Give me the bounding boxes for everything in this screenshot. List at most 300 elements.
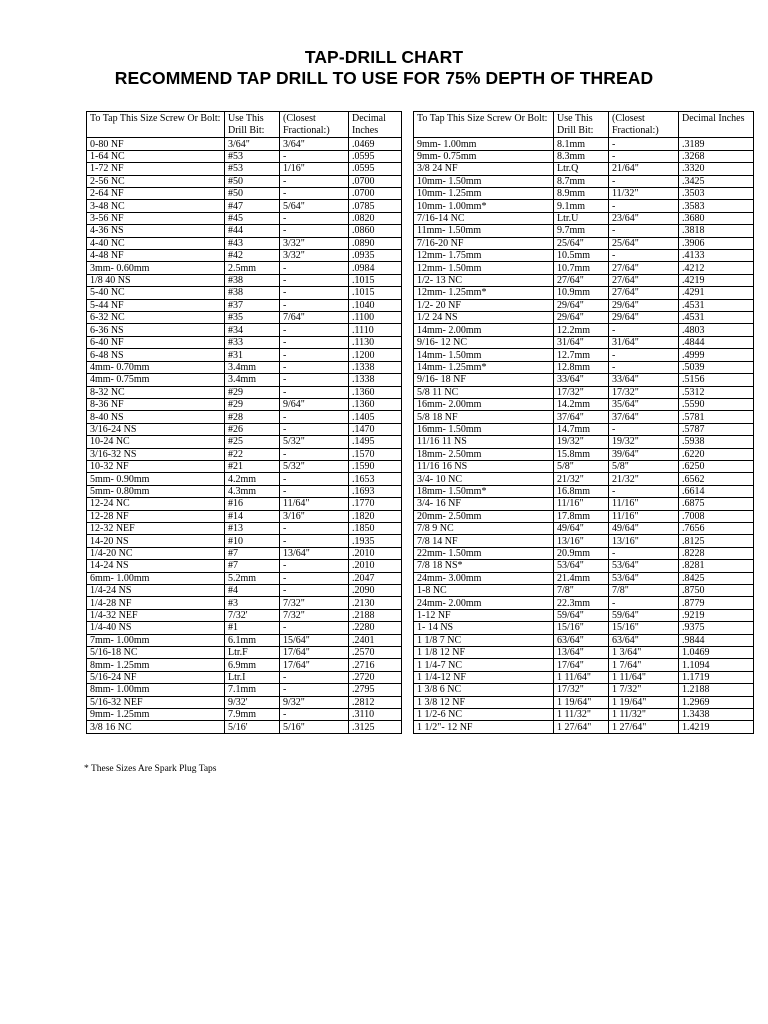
drill-bit-cell: #47 <box>225 200 280 212</box>
drill-bit-cell: 8.9mm <box>554 188 609 200</box>
closest-fractional-cell: - <box>280 684 349 696</box>
closest-fractional-cell: 13/64" <box>280 547 349 559</box>
drill-bit-cell: 3.4mm <box>225 374 280 386</box>
closest-fractional-cell: - <box>280 671 349 683</box>
closest-fractional-cell: 1 3/64" <box>609 647 679 659</box>
table-row <box>414 460 754 472</box>
table-row <box>414 225 754 237</box>
closest-fractional-cell: 25/64" <box>609 237 679 249</box>
drill-bit-cell: 11/16" <box>554 498 609 510</box>
screw-size-header: To Tap This Size Screw Or Bolt: <box>87 112 225 138</box>
page-subtitle: RECOMMEND TAP DRILL TO USE FOR 75% DEPTH OF THREAD <box>114 68 654 88</box>
table-row <box>414 696 754 708</box>
table-row <box>87 609 402 621</box>
screw-size-cell: 10mm- 1.00mm* <box>414 200 554 212</box>
decimal-inches-cell: .3906 <box>679 237 754 249</box>
screw-size-cell: 5/16-32 NEF <box>87 696 225 708</box>
screw-size-cell: 4mm- 0.70mm <box>87 361 225 373</box>
decimal-inches-cell: .2010 <box>349 547 402 559</box>
screw-size-cell: 10-32 NF <box>87 460 225 472</box>
drill-bit-cell: #38 <box>225 274 280 286</box>
table-row <box>87 647 402 659</box>
drill-bit-cell: #43 <box>225 237 280 249</box>
decimal-inches-cell: .0890 <box>349 237 402 249</box>
table-row <box>414 336 754 348</box>
decimal-inches-cell: .1820 <box>349 510 402 522</box>
drill-bit-cell: 10.5mm <box>554 250 609 262</box>
table-row <box>87 659 402 671</box>
closest-fractional-cell: - <box>280 299 349 311</box>
closest-fractional-cell: - <box>280 349 349 361</box>
table-row <box>414 299 754 311</box>
drill-bit-cell: 19/32" <box>554 436 609 448</box>
table-row <box>87 498 402 510</box>
screw-size-cell: 12-28 NF <box>87 510 225 522</box>
screw-size-cell: 12-32 NEF <box>87 522 225 534</box>
decimal-inches-cell: .8750 <box>679 585 754 597</box>
closest-fractional-cell: 5/32" <box>280 460 349 472</box>
closest-fractional-cell: 21/64" <box>609 163 679 175</box>
drill-bit-cell: Ltr.U <box>554 212 609 224</box>
table-row <box>87 535 402 547</box>
screw-size-cell: 2-64 NF <box>87 188 225 200</box>
decimal-inches-cell: .4803 <box>679 324 754 336</box>
screw-size-cell: 9mm- 1.25mm <box>87 709 225 721</box>
closest-fractional-cell: - <box>609 175 679 187</box>
closest-fractional-cell: - <box>609 200 679 212</box>
drill-bit-cell: 12.7mm <box>554 349 609 361</box>
screw-size-cell: 1 1/4-12 NF <box>414 671 554 683</box>
closest-fractional-cell: 31/64" <box>609 336 679 348</box>
drill-bit-cell: #14 <box>225 510 280 522</box>
decimal-inches-cell: .2090 <box>349 585 402 597</box>
decimal-inches-header: Decimal Inches <box>679 112 754 138</box>
table-row <box>414 510 754 522</box>
closest-fractional-cell: 7/64" <box>280 312 349 324</box>
closest-fractional-cell: 53/64" <box>609 560 679 572</box>
table-row <box>414 175 754 187</box>
screw-size-cell: 3/4- 16 NF <box>414 498 554 510</box>
screw-size-cell: 4mm- 0.75mm <box>87 374 225 386</box>
closest-fractional-cell: - <box>609 349 679 361</box>
screw-size-cell: 1/4-40 NS <box>87 622 225 634</box>
drill-bit-cell: 27/64" <box>554 274 609 286</box>
table-row <box>414 647 754 659</box>
decimal-inches-cell: .5039 <box>679 361 754 373</box>
drill-bit-cell: 3/64" <box>225 138 280 150</box>
decimal-inches-cell: .2570 <box>349 647 402 659</box>
screw-size-cell: 1/4-20 NC <box>87 547 225 559</box>
decimal-inches-cell: .4531 <box>679 312 754 324</box>
screw-size-cell: 1-72 NF <box>87 163 225 175</box>
table-row <box>414 188 754 200</box>
decimal-inches-cell: .6250 <box>679 460 754 472</box>
decimal-inches-cell: .0984 <box>349 262 402 274</box>
decimal-inches-cell: .0700 <box>349 188 402 200</box>
decimal-inches-cell: .1693 <box>349 485 402 497</box>
decimal-inches-cell: .9375 <box>679 622 754 634</box>
decimal-inches-cell: .0469 <box>349 138 402 150</box>
closest-fractional-cell: - <box>280 262 349 274</box>
closest-fractional-cell: 15/16" <box>609 622 679 634</box>
drill-bit-cell: 14.7mm <box>554 423 609 435</box>
drill-bit-cell: 53/64" <box>554 560 609 572</box>
decimal-inches-cell: .6220 <box>679 448 754 460</box>
decimal-inches-cell: .3320 <box>679 163 754 175</box>
closest-fractional-cell: 9/32" <box>280 696 349 708</box>
table-row <box>414 547 754 559</box>
closest-fractional-cell: - <box>280 324 349 336</box>
closest-fractional-cell: 13/16" <box>609 535 679 547</box>
table-row <box>87 336 402 348</box>
screw-size-cell: 6-32 NC <box>87 312 225 324</box>
drill-bit-cell: #53 <box>225 150 280 162</box>
closest-fractional-cell: - <box>280 485 349 497</box>
table-row <box>414 622 754 634</box>
table-row <box>87 398 402 410</box>
closest-fractional-cell: 1 11/64" <box>609 671 679 683</box>
table-row <box>414 312 754 324</box>
table-row <box>414 436 754 448</box>
screw-size-cell: 8-32 NC <box>87 386 225 398</box>
drill-bit-cell: #35 <box>225 312 280 324</box>
closest-fractional-cell: 27/64" <box>609 287 679 299</box>
decimal-inches-cell: .8228 <box>679 547 754 559</box>
decimal-inches-header: Decimal Inches <box>349 112 402 138</box>
drill-bit-cell: #22 <box>225 448 280 460</box>
decimal-inches-cell: .1570 <box>349 448 402 460</box>
table-row <box>87 485 402 497</box>
decimal-inches-cell: .2130 <box>349 597 402 609</box>
screw-size-cell: 3/8 24 NF <box>414 163 554 175</box>
decimal-inches-cell: .0860 <box>349 225 402 237</box>
drill-bit-cell: #45 <box>225 212 280 224</box>
screw-size-cell: 18mm- 1.50mm* <box>414 485 554 497</box>
closest-fractional-cell: 5/64" <box>280 200 349 212</box>
closest-fractional-cell: 27/64" <box>609 262 679 274</box>
drill-bit-cell: 31/64" <box>554 336 609 348</box>
closest-fractional-cell: 49/64" <box>609 522 679 534</box>
table-row <box>87 510 402 522</box>
drill-bit-cell: 13/16" <box>554 535 609 547</box>
closest-fractional-cell: 29/64" <box>609 312 679 324</box>
drill-bit-cell: Ltr.I <box>225 671 280 683</box>
tap-drill-table-right <box>413 111 754 734</box>
table-row <box>87 522 402 534</box>
decimal-inches-cell: .4999 <box>679 349 754 361</box>
drill-bit-cell: 25/64" <box>554 237 609 249</box>
closest-fractional-cell: - <box>280 374 349 386</box>
drill-bit-header: Use This Drill Bit: <box>554 112 609 138</box>
table-header-row <box>87 112 402 138</box>
screw-size-cell: 11mm- 1.50mm <box>414 225 554 237</box>
screw-size-cell: 24mm- 2.00mm <box>414 597 554 609</box>
closest-fractional-cell: 19/32" <box>609 436 679 448</box>
table-row <box>87 634 402 646</box>
table-row <box>87 138 402 150</box>
screw-size-cell: 0-80 NF <box>87 138 225 150</box>
table-row <box>414 274 754 286</box>
decimal-inches-cell: .1015 <box>349 287 402 299</box>
drill-bit-cell: #13 <box>225 522 280 534</box>
table-row <box>87 622 402 634</box>
closest-fractional-cell: - <box>280 175 349 187</box>
screw-size-cell: 1/2 24 NS <box>414 312 554 324</box>
table-row <box>414 349 754 361</box>
screw-size-cell: 12mm- 1.25mm* <box>414 287 554 299</box>
screw-size-cell: 10mm- 1.50mm <box>414 175 554 187</box>
drill-bit-cell: 10.7mm <box>554 262 609 274</box>
screw-size-cell: 7/16-20 NF <box>414 237 554 249</box>
closest-fractional-cell: 3/32" <box>280 250 349 262</box>
screw-size-cell: 5-40 NC <box>87 287 225 299</box>
closest-fractional-cell: 1 19/64" <box>609 696 679 708</box>
decimal-inches-cell: .0595 <box>349 163 402 175</box>
decimal-inches-cell: .3268 <box>679 150 754 162</box>
table-row <box>414 609 754 621</box>
closest-fractional-cell: - <box>280 709 349 721</box>
screw-size-header: To Tap This Size Screw Or Bolt: <box>414 112 554 138</box>
decimal-inches-cell: .3189 <box>679 138 754 150</box>
closest-fractional-cell: - <box>280 448 349 460</box>
screw-size-cell: 1/2- 13 NC <box>414 274 554 286</box>
screw-size-cell: 1 1/8 12 NF <box>414 647 554 659</box>
table-row <box>87 547 402 559</box>
decimal-inches-cell: .9844 <box>679 634 754 646</box>
decimal-inches-cell: .4133 <box>679 250 754 262</box>
decimal-inches-cell: .1110 <box>349 324 402 336</box>
decimal-inches-cell: .5156 <box>679 374 754 386</box>
drill-bit-cell: 5.2mm <box>225 572 280 584</box>
screw-size-cell: 5/8 18 NF <box>414 411 554 423</box>
screw-size-cell: 24mm- 3.00mm <box>414 572 554 584</box>
closest-fractional-cell: - <box>280 386 349 398</box>
drill-bit-cell: 17/32" <box>554 386 609 398</box>
decimal-inches-cell: .8779 <box>679 597 754 609</box>
screw-size-cell: 7/8 14 NF <box>414 535 554 547</box>
table-row <box>87 721 402 733</box>
decimal-inches-cell: .9219 <box>679 609 754 621</box>
closest-fractional-cell: - <box>280 274 349 286</box>
decimal-inches-cell: .1935 <box>349 535 402 547</box>
table-row <box>414 423 754 435</box>
decimal-inches-cell: .1590 <box>349 460 402 472</box>
drill-bit-cell: 7/32' <box>225 609 280 621</box>
table-row <box>87 237 402 249</box>
table-row <box>414 535 754 547</box>
closest-fractional-cell: - <box>609 423 679 435</box>
drill-bit-cell: #38 <box>225 287 280 299</box>
table-row <box>414 597 754 609</box>
drill-bit-cell: #44 <box>225 225 280 237</box>
decimal-inches-cell: .1470 <box>349 423 402 435</box>
table-row <box>87 436 402 448</box>
table-row <box>414 671 754 683</box>
screw-size-cell: 1 1/8 7 NC <box>414 634 554 646</box>
drill-bit-cell: 15/16" <box>554 622 609 634</box>
drill-bit-cell: #7 <box>225 547 280 559</box>
decimal-inches-cell: .5312 <box>679 386 754 398</box>
decimal-inches-cell: .3110 <box>349 709 402 721</box>
drill-bit-cell: #4 <box>225 585 280 597</box>
table-row <box>87 274 402 286</box>
screw-size-cell: 1 1/2"- 12 NF <box>414 721 554 733</box>
screw-size-cell: 5/8 11 NC <box>414 386 554 398</box>
closest-fractional-cell: - <box>609 250 679 262</box>
decimal-inches-cell: .2795 <box>349 684 402 696</box>
table-row <box>87 175 402 187</box>
closest-fractional-cell: - <box>280 150 349 162</box>
screw-size-cell: 4-36 NS <box>87 225 225 237</box>
screw-size-cell: 12mm- 1.75mm <box>414 250 554 262</box>
screw-size-cell: 16mm- 2.00mm <box>414 398 554 410</box>
screw-size-cell: 8mm- 1.00mm <box>87 684 225 696</box>
table-row <box>87 361 402 373</box>
drill-bit-cell: #29 <box>225 386 280 398</box>
closest-fractional-cell: 3/64" <box>280 138 349 150</box>
drill-bit-cell: 5/16' <box>225 721 280 733</box>
decimal-inches-cell: .5938 <box>679 436 754 448</box>
screw-size-cell: 9mm- 0.75mm <box>414 150 554 162</box>
decimal-inches-cell: .5590 <box>679 398 754 410</box>
decimal-inches-cell: .7656 <box>679 522 754 534</box>
table-row <box>414 485 754 497</box>
screw-size-cell: 6-48 NS <box>87 349 225 361</box>
table-row <box>87 188 402 200</box>
table-row <box>414 498 754 510</box>
closest-fractional-cell: - <box>280 622 349 634</box>
table-row <box>87 423 402 435</box>
decimal-inches-cell: .1338 <box>349 361 402 373</box>
decimal-inches-cell: .0820 <box>349 212 402 224</box>
closest-fractional-cell: - <box>280 212 349 224</box>
drill-bit-cell: 12.8mm <box>554 361 609 373</box>
drill-bit-cell: 7.9mm <box>225 709 280 721</box>
table-row <box>87 709 402 721</box>
decimal-inches-cell: 1.1094 <box>679 659 754 671</box>
screw-size-cell: 7/16-14 NC <box>414 212 554 224</box>
drill-bit-cell: 5/8" <box>554 460 609 472</box>
table-row <box>414 473 754 485</box>
decimal-inches-cell: .3125 <box>349 721 402 733</box>
table-row <box>414 572 754 584</box>
screw-size-cell: 14mm- 1.50mm <box>414 349 554 361</box>
decimal-inches-cell: .3818 <box>679 225 754 237</box>
table-row <box>87 671 402 683</box>
table-row <box>87 473 402 485</box>
screw-size-cell: 6-40 NF <box>87 336 225 348</box>
decimal-inches-cell: 1.4219 <box>679 721 754 733</box>
decimal-inches-cell: .1360 <box>349 386 402 398</box>
table-row <box>414 237 754 249</box>
drill-bit-cell: #37 <box>225 299 280 311</box>
screw-size-cell: 1/8 40 NS <box>87 274 225 286</box>
screw-size-cell: 3-48 NC <box>87 200 225 212</box>
drill-bit-cell: 22.3mm <box>554 597 609 609</box>
screw-size-cell: 2-56 NC <box>87 175 225 187</box>
closest-fractional-header: (Closest Fractional:) <box>280 112 349 138</box>
table-row <box>87 684 402 696</box>
closest-fractional-cell: 53/64" <box>609 572 679 584</box>
screw-size-cell: 3/16-24 NS <box>87 423 225 435</box>
decimal-inches-cell: .1770 <box>349 498 402 510</box>
drill-bit-cell: 9/32' <box>225 696 280 708</box>
closest-fractional-header: (Closest Fractional:) <box>609 112 679 138</box>
screw-size-cell: 11/16 11 NS <box>414 436 554 448</box>
screw-size-cell: 14-20 NS <box>87 535 225 547</box>
drill-bit-cell: Ltr.Q <box>554 163 609 175</box>
screw-size-cell: 12mm- 1.50mm <box>414 262 554 274</box>
table-row <box>87 225 402 237</box>
closest-fractional-cell: 1 11/32" <box>609 709 679 721</box>
closest-fractional-cell: - <box>280 560 349 572</box>
table-row <box>414 560 754 572</box>
decimal-inches-cell: .1360 <box>349 398 402 410</box>
screw-size-cell: 9mm- 1.00mm <box>414 138 554 150</box>
screw-size-cell: 1/2- 20 NF <box>414 299 554 311</box>
drill-bit-cell: 8.7mm <box>554 175 609 187</box>
closest-fractional-cell: 3/16" <box>280 510 349 522</box>
decimal-inches-cell: .2720 <box>349 671 402 683</box>
drill-bit-cell: 15.8mm <box>554 448 609 460</box>
closest-fractional-cell: 1 7/64" <box>609 659 679 671</box>
closest-fractional-cell: 7/32" <box>280 597 349 609</box>
closest-fractional-cell: - <box>280 411 349 423</box>
closest-fractional-cell: - <box>280 473 349 485</box>
drill-bit-cell: #21 <box>225 460 280 472</box>
drill-bit-cell: 20.9mm <box>554 547 609 559</box>
closest-fractional-cell: 3/32" <box>280 237 349 249</box>
screw-size-cell: 10-24 NC <box>87 436 225 448</box>
drill-bit-cell: 1 11/64" <box>554 671 609 683</box>
closest-fractional-cell: 29/64" <box>609 299 679 311</box>
table-row <box>87 324 402 336</box>
table-row <box>87 448 402 460</box>
decimal-inches-cell: .2716 <box>349 659 402 671</box>
screw-size-cell: 14-24 NS <box>87 560 225 572</box>
closest-fractional-cell: 23/64" <box>609 212 679 224</box>
drill-bit-cell: 7.1mm <box>225 684 280 696</box>
closest-fractional-cell: - <box>280 572 349 584</box>
screw-size-cell: 9/16- 18 NF <box>414 374 554 386</box>
drill-bit-cell: Ltr.F <box>225 647 280 659</box>
table-row <box>87 349 402 361</box>
drill-bit-cell: 8.1mm <box>554 138 609 150</box>
closest-fractional-cell: 21/32" <box>609 473 679 485</box>
decimal-inches-cell: .2812 <box>349 696 402 708</box>
table-row <box>87 212 402 224</box>
closest-fractional-cell: - <box>280 585 349 597</box>
closest-fractional-cell: - <box>280 423 349 435</box>
drill-bit-cell: 4.3mm <box>225 485 280 497</box>
decimal-inches-cell: .4844 <box>679 336 754 348</box>
decimal-inches-cell: .3583 <box>679 200 754 212</box>
screw-size-cell: 6-36 NS <box>87 324 225 336</box>
closest-fractional-cell: - <box>609 485 679 497</box>
closest-fractional-cell: - <box>280 522 349 534</box>
table-row <box>87 287 402 299</box>
footnote: * These Sizes Are Spark Plug Taps <box>84 764 217 774</box>
drill-bit-cell: 21/32" <box>554 473 609 485</box>
screw-size-cell: 4-40 NC <box>87 237 225 249</box>
closest-fractional-cell: - <box>609 547 679 559</box>
drill-bit-cell: 29/64" <box>554 299 609 311</box>
decimal-inches-cell: .4531 <box>679 299 754 311</box>
decimal-inches-cell: 1.1719 <box>679 671 754 683</box>
screw-size-cell: 10mm- 1.25mm <box>414 188 554 200</box>
screw-size-cell: 5-44 NF <box>87 299 225 311</box>
table-row <box>87 560 402 572</box>
